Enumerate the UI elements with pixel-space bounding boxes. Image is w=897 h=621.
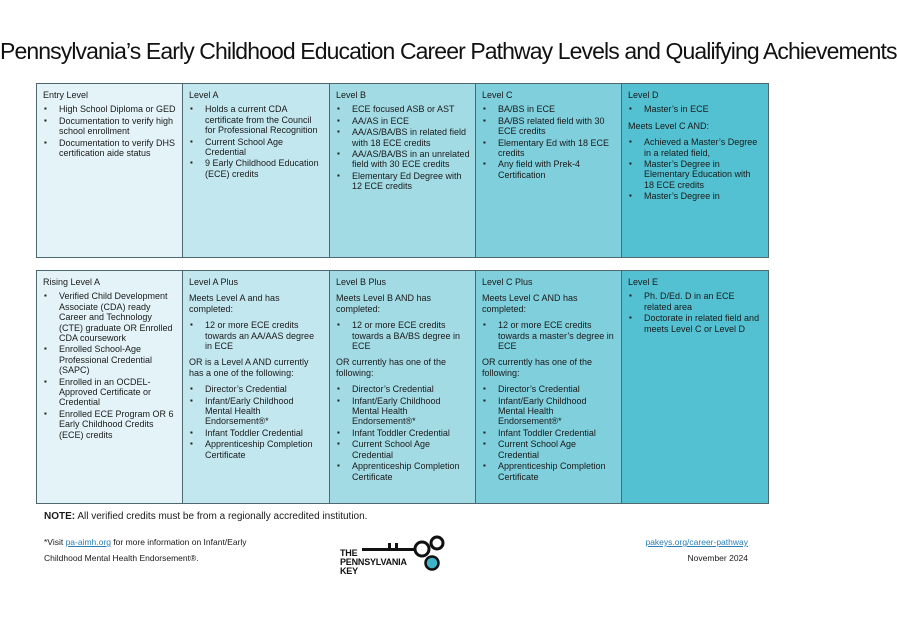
level-box [36, 270, 184, 504]
qualification-item: ▪ Master’s Degree in [644, 191, 762, 201]
qualification-item: ▪ Any field with Prek-4 Certification [498, 159, 616, 180]
level-box [182, 83, 330, 258]
qualification-item: ▪ Apprenticeship Completion Certificate [205, 439, 323, 460]
qualification-item: ▪ 12 or more ECE credits towards a master’s degree in ECE [498, 320, 616, 351]
note-text: All verified credits must be from a regionally accredited institution. [75, 511, 368, 522]
level-box [475, 83, 623, 258]
qualification-item: ▪ Current School Age Credential [352, 439, 470, 460]
qualification-list [336, 384, 470, 482]
qualification-list [628, 137, 762, 201]
qualification-list [628, 104, 762, 114]
pennsylvania-key-logo [340, 535, 450, 577]
publication-date: November 2024 [687, 553, 748, 563]
qualification-list [482, 384, 616, 482]
footnote-prefix: *Visit [44, 537, 66, 547]
qualification-item: ▪ ECE focused ASB or AST [352, 104, 470, 114]
qualification-item: ▪ Current School Age Credential [498, 439, 616, 460]
level-box [36, 83, 184, 258]
qualification-item: ▪ AA/AS in ECE [352, 116, 470, 126]
level-heading: Level B [336, 90, 367, 100]
level-intro: Meets Level C AND has completed: [482, 293, 578, 314]
qualification-list [482, 320, 616, 351]
qualification-item: ▪ Ph. D/Ed. D in an ECE related area [644, 291, 762, 312]
qualification-item: ▪ Enrolled in an OCDEL-Approved Certificate or Credential [59, 377, 177, 408]
qualification-item: ▪ 12 or more ECE credits towards an AA/AAS degree in ECE [205, 320, 323, 351]
qualification-item: ▪ Master’s Degree in Elementary Education with 18 ECE credits [644, 159, 762, 190]
qualification-item: ▪ Master’s in ECE [644, 104, 762, 114]
qualification-item: ▪ Documentation to verify DHS certification aide status [59, 138, 177, 159]
level-heading: Level D [628, 90, 659, 100]
level-box [182, 270, 330, 504]
qualification-item: ▪ AA/AS/BA/BS in related field with 18 ECE credits [352, 127, 470, 148]
qualification-item: ▪ Apprenticeship Completion Certificate [352, 461, 470, 482]
pa-aimh-link[interactable]: pa-aimh.org [65, 537, 111, 547]
level-heading: Level A Plus [189, 277, 239, 287]
qualification-list [43, 291, 177, 440]
qualification-list [336, 104, 470, 191]
level-heading: Rising Level A [43, 277, 101, 287]
accreditation-note [44, 511, 367, 522]
qualification-item: ▪ Current School Age Credential [205, 137, 323, 158]
logo-line2: PENNSYLVANIA [340, 557, 407, 567]
logo-line1: THE [340, 548, 358, 558]
level-condition: OR currently has one of the following: [336, 357, 447, 378]
footnote-line2: Childhood Mental Health Endorsement®. [44, 553, 199, 563]
qualification-item: ▪ Enrolled School-Age Professional Credential (SAPC) [59, 344, 177, 375]
level-box [329, 83, 477, 258]
qualification-item: ▪ BA/BS related field with 30 ECE credits [498, 116, 616, 137]
qualification-list [336, 320, 470, 351]
qualification-item: ▪ Doctorate in related field and meets Level C or Level D [644, 313, 762, 334]
key-icon [362, 535, 448, 575]
qualification-item: ▪ Infant Toddler Credential [205, 428, 323, 438]
logo-line3: KEY [340, 566, 358, 576]
level-box [475, 270, 623, 504]
qualification-list [628, 291, 762, 334]
footnote-rest: for more information on Infant/Early [110, 537, 247, 547]
qualification-item: ▪ Elementary Ed with 18 ECE credits [498, 138, 616, 159]
qualification-item: ▪ BA/BS in ECE [498, 104, 616, 114]
qualification-item: ▪ Director’s Credential [205, 384, 323, 394]
level-heading: Level A [189, 90, 219, 100]
level-condition: Meets Level C AND: [628, 120, 710, 131]
page-title: Pennsylvania’s Early Childhood Education Career Pathway Levels and Qualifying Achievements [0, 38, 897, 64]
level-heading: Level C [482, 90, 513, 100]
qualification-item: ▪ Enrolled ECE Program OR 6 Early Childhood Credits (ECE) credits [59, 409, 177, 440]
level-heading: Level C Plus [482, 277, 533, 287]
footnote [44, 534, 247, 566]
qualification-item: ▪ Director’s Credential [352, 384, 470, 394]
level-intro: Meets Level B AND has completed: [336, 293, 432, 314]
qualification-list [189, 384, 323, 460]
qualification-item: ▪ 9 Early Childhood Education (ECE) credits [205, 158, 323, 179]
qualification-item: ▪ Infant/Early Childhood Mental Health Endorsement®* [498, 396, 616, 427]
qualification-item: ▪ High School Diploma or GED [59, 104, 177, 114]
level-condition: OR is a Level A AND currently has a one of the following: [189, 357, 309, 378]
qualification-item: ▪ 12 or more ECE credits towards a BA/BS degree in ECE [352, 320, 470, 351]
level-box [621, 270, 769, 504]
level-heading: Entry Level [43, 90, 89, 100]
qualification-item: ▪ Apprenticeship Completion Certificate [498, 461, 616, 482]
footer-right [618, 534, 748, 566]
qualification-list [43, 104, 177, 158]
qualification-item: ▪ Infant/Early Childhood Mental Health Endorsement®* [352, 396, 470, 427]
level-intro: Meets Level A and has completed: [189, 293, 280, 314]
qualification-item: ▪ AA/AS/BA/BS in an unrelated field with 30 ECE credits [352, 149, 470, 170]
qualification-item: ▪ Verified Child Development Associate (CDA) ready Career and Technology (CTE) graduate OR Enrolled CDA coursework [59, 291, 177, 343]
qualification-item: ▪ Director’s Credential [498, 384, 616, 394]
qualification-item: ▪ Documentation to verify high school enrollment [59, 116, 177, 137]
note-label: NOTE: [44, 511, 76, 522]
qualification-item: ▪ Infant Toddler Credential [498, 428, 616, 438]
qualification-item: ▪ Infant Toddler Credential [352, 428, 470, 438]
level-heading: Level B Plus [336, 277, 387, 287]
level-box [621, 83, 769, 258]
qualification-item: ▪ Achieved a Master’s Degree in a related field, [644, 137, 762, 158]
qualification-item: ▪ Holds a current CDA certificate from the Council for Professional Recognition [205, 104, 323, 135]
level-box [329, 270, 477, 504]
level-heading: Level E [628, 277, 659, 287]
qualification-list [189, 104, 323, 179]
qualification-list [189, 320, 323, 351]
career-pathway-link[interactable]: pakeys.org/career-pathway [645, 537, 748, 547]
qualification-item: ▪ Elementary Ed Degree with 12 ECE credits [352, 171, 470, 192]
qualification-item: ▪ Infant/Early Childhood Mental Health Endorsement®* [205, 396, 323, 427]
qualification-list [482, 104, 616, 180]
level-condition: OR currently has one of the following: [482, 357, 593, 378]
